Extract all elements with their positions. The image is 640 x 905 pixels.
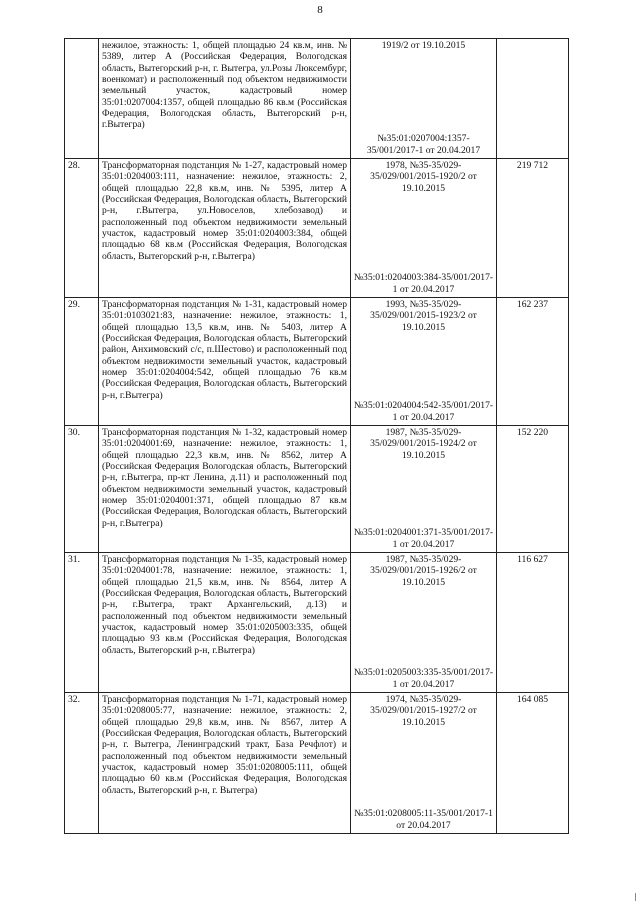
property-description: нежилое, этажность: 1, общей площадью 24 кв.м, инв. № 5389, литер А (Российская Федерация, Вологодская область, Вытегорский р-н, г. Вытегра, ул.Розы Люксембург, военкомат) и расположенный под объектом недвижимости земельный участок, кадастровый номер 35:01:0207004:1357, общей площадью 86 кв.м (Российская Федерация, Вологодская область, Вытегорский р-н, г.Вытегра) <box>99 39 351 159</box>
registration-year-number: 1987, №35-35/029-35/029/001/2015-1926/2 от 19.10.2015 <box>370 554 477 588</box>
registration-year-number: 1987, №35-35/029-35/029/001/2015-1924/2 от 19.10.2015 <box>370 427 477 461</box>
row-number: 32. <box>65 693 99 834</box>
row-number: 29. <box>65 298 99 426</box>
property-description: Трансформаторная подстанция № 1-32, кадастровый номер 35:01:0204001:69, назначение: нежилое, этажность: 1, общей площадью 22,3 кв.м, инв. № 8562, литер А (Российская Федерация Вологодская область, Вытегорский р-н, г.Вытегра, пр-кт Ленина, д.11) и расположенный под объектом недвижимости земельный участок, кадастровый номер 35:01:0204001:371, общей площадью 87 кв.м (Российская Федерация, Вологодская область, Вытегорский р-н, г.Вытегра) <box>99 426 351 553</box>
table-row <box>65 159 569 298</box>
row-number: 31. <box>65 553 99 693</box>
property-value: 152 220 <box>497 426 569 553</box>
property-value: 219 712 <box>497 159 569 298</box>
land-registration-number: №35:01:0205003:335-35/001/2017-1 от 20.04.2017 <box>353 667 494 690</box>
property-description: Трансформаторная подстанция № 1-71, кадастровый номер 35:01:0208005:77, назначение: нежилое, этажность: 2, общей площадью 29,8 кв.м, инв. № 8567, литер А (Российская Федерация, Вологодская область, Вытегорский р-н, г. Вытегра, Ленинградский тракт, База Речфлот) и расположенный под объектом недвижимости земельный участок, кадастровый номер 35:01:0208005:111, общей площадью 60 кв.м (Российская Федерация, Вологодская область, Вытегорский р-н, г. Вытегра) <box>99 693 351 834</box>
registration-year-number: 1978, №35-35/029-35/029/001/2015-1920/2 от 19.10.2015 <box>370 160 477 194</box>
row-number: 28. <box>65 159 99 298</box>
row-number <box>65 39 99 159</box>
registration-year-number: 1974, №35-35/029-35/029/001/2015-1927/2 от 19.10.2015 <box>370 694 477 728</box>
registration-cell <box>351 159 497 298</box>
property-value: 116 627 <box>497 553 569 693</box>
page-number: 8 <box>317 4 323 16</box>
registration-cell <box>351 39 497 159</box>
property-value: 164 085 <box>497 693 569 834</box>
property-value: 162 237 <box>497 298 569 426</box>
registration-cell <box>351 693 497 834</box>
table-row <box>65 298 569 426</box>
property-description: Трансформаторная подстанция № 1-35, кадастровый номер 35:01:0204001:78, назначение: нежилое, этажность: 1, общей площадью 21,5 кв.м, инв. № 8564, литер А (Российская Федерация, Вологодская область, Вытегорский р-н, г.Вытегра, тракт Архангельский, д.13) и расположенный под объектом недвижимости земельный участок, кадастровый номер 35:01:0205003:335, общей площадью 93 кв.м (Российская Федерация, Вологодская область, Вытегорский р-н, г.Вытегра) <box>99 553 351 693</box>
registration-year-number: 1993, №35-35/029-35/029/001/2015-1923/2 от 19.10.2015 <box>370 299 477 333</box>
row-number: 30. <box>65 426 99 553</box>
registration-cell <box>351 298 497 426</box>
land-registration-number: №35:01:0204001:371-35/001/2017-1 от 20.04.2017 <box>353 527 494 550</box>
registration-cell <box>351 553 497 693</box>
table-row <box>65 426 569 553</box>
table-row <box>65 39 569 159</box>
property-registry-table <box>64 38 569 834</box>
land-registration-number: №35:01:0207004:1357-35/001/2017-1 от 20.04.2017 <box>366 133 481 156</box>
land-registration-number: №35:01:0204003:384-35/001/2017-1 от 20.04.2017 <box>353 272 494 295</box>
registration-year-number: 1919/2 от 19.10.2015 <box>381 40 466 51</box>
land-registration-number: №35:01:0208005:11-35/001/2017-1 от 20.04.2017 <box>354 808 493 831</box>
registration-cell <box>351 426 497 553</box>
land-registration-number: №35:01:0204004:542-35/001/2017-1 от 20.04.2017 <box>353 400 494 423</box>
property-description: Трансформаторная подстанция № 1-31, кадастровый номер 35:01:0103021:83, назначение: нежилое, этажность: 1, общей площадью 13,5 кв.м, инв. № 5403, литер А (Российская Федерация, Вологодская область, Вытегорский район, Анхимовский с/с, п.Шестово) и расположенный под объектом недвижимости земельный участок, кадастровый номер 35:01:0204004:542, общей площадью 76 кв.м (Российская Федерация, Вологодская область, Вытегорский р-н, г.Вытегра) <box>99 298 351 426</box>
table-row <box>65 693 569 834</box>
property-description: Трансформаторная подстанция № 1-27, кадастровый номер 35:01:0204003:111, назначение: нежилое, этажность: 2, общей площадью 22,8 кв.м, инв. № 5395, литер А (Российская Федерация, Вологодская область, Вытегорский р-н, г.Вытегра, ул.Новоселов, хлебозавод) и расположенный под объектом недвижимости земельный участок, кадастровый номер 35:01:0204003:384, общей площадью 68 кв.м (Российская Федерация, Вологодская область, Вытегорский р-н, г.Вытегра) <box>99 159 351 298</box>
property-value <box>497 39 569 159</box>
table-row <box>65 553 569 693</box>
scan-edge-mark <box>635 893 636 901</box>
